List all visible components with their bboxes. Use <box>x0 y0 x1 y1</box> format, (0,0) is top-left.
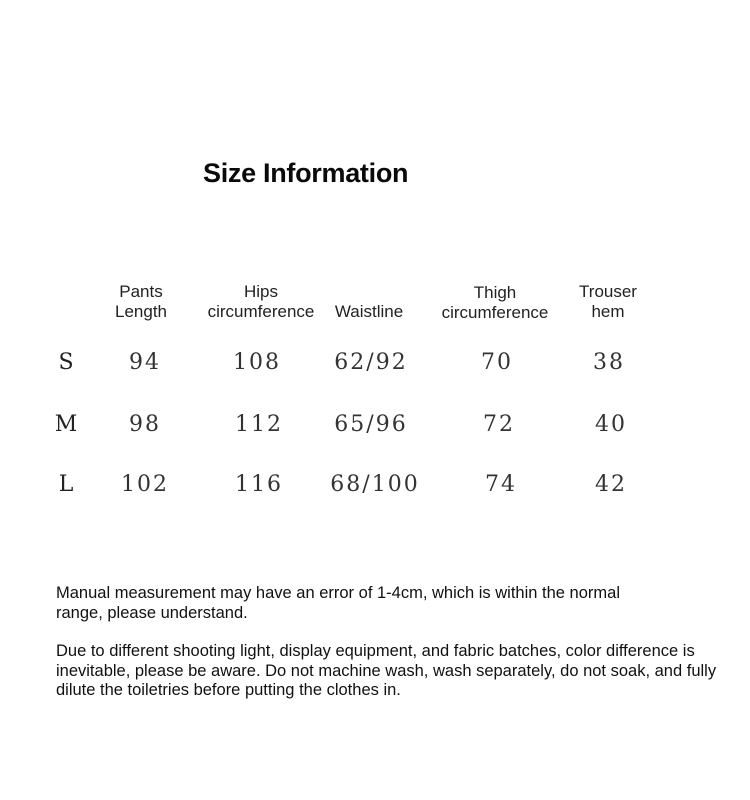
table-cell: 74 <box>485 472 517 497</box>
note-measurement-error: Manual measurement may have an error of 1-4cm, which is within the normal range, please understand. <box>56 584 620 622</box>
header-waistline: Waistline <box>334 302 404 321</box>
table-cell: 62/92 <box>334 350 408 375</box>
header-pants-length: Pants Length <box>115 282 167 321</box>
page-title: Size Information <box>203 158 409 188</box>
table-cell: 102 <box>121 472 169 497</box>
size-label-l: L <box>58 472 74 497</box>
header-hips-circumference: Hips circumference <box>207 282 315 321</box>
size-label-m: M <box>54 412 78 437</box>
table-cell: 40 <box>595 412 627 437</box>
table-cell: 65/96 <box>334 412 408 437</box>
table-cell: 72 <box>483 412 515 437</box>
table-cell: 70 <box>481 350 513 375</box>
header-thigh-circumference: Thigh circumference <box>441 283 549 322</box>
table-cell: 38 <box>593 350 625 375</box>
note-color-and-care: Due to different shooting light, display equipment, and fabric batches, color difference is inevitable, please be aware. Do not machine wash, wash separately, do not soak, and fully dilute the toiletries before putting the clothes in. <box>56 642 717 699</box>
table-cell: 98 <box>129 412 161 437</box>
table-cell: 68/100 <box>330 472 420 497</box>
table-cell: 42 <box>595 472 627 497</box>
table-cell: 94 <box>129 350 161 375</box>
table-cell: 116 <box>235 472 283 497</box>
table-cell: 108 <box>233 350 281 375</box>
table-cell: 112 <box>235 412 283 437</box>
header-trouser-hem: Trouser hem <box>579 282 637 321</box>
size-label-s: S <box>58 350 74 375</box>
